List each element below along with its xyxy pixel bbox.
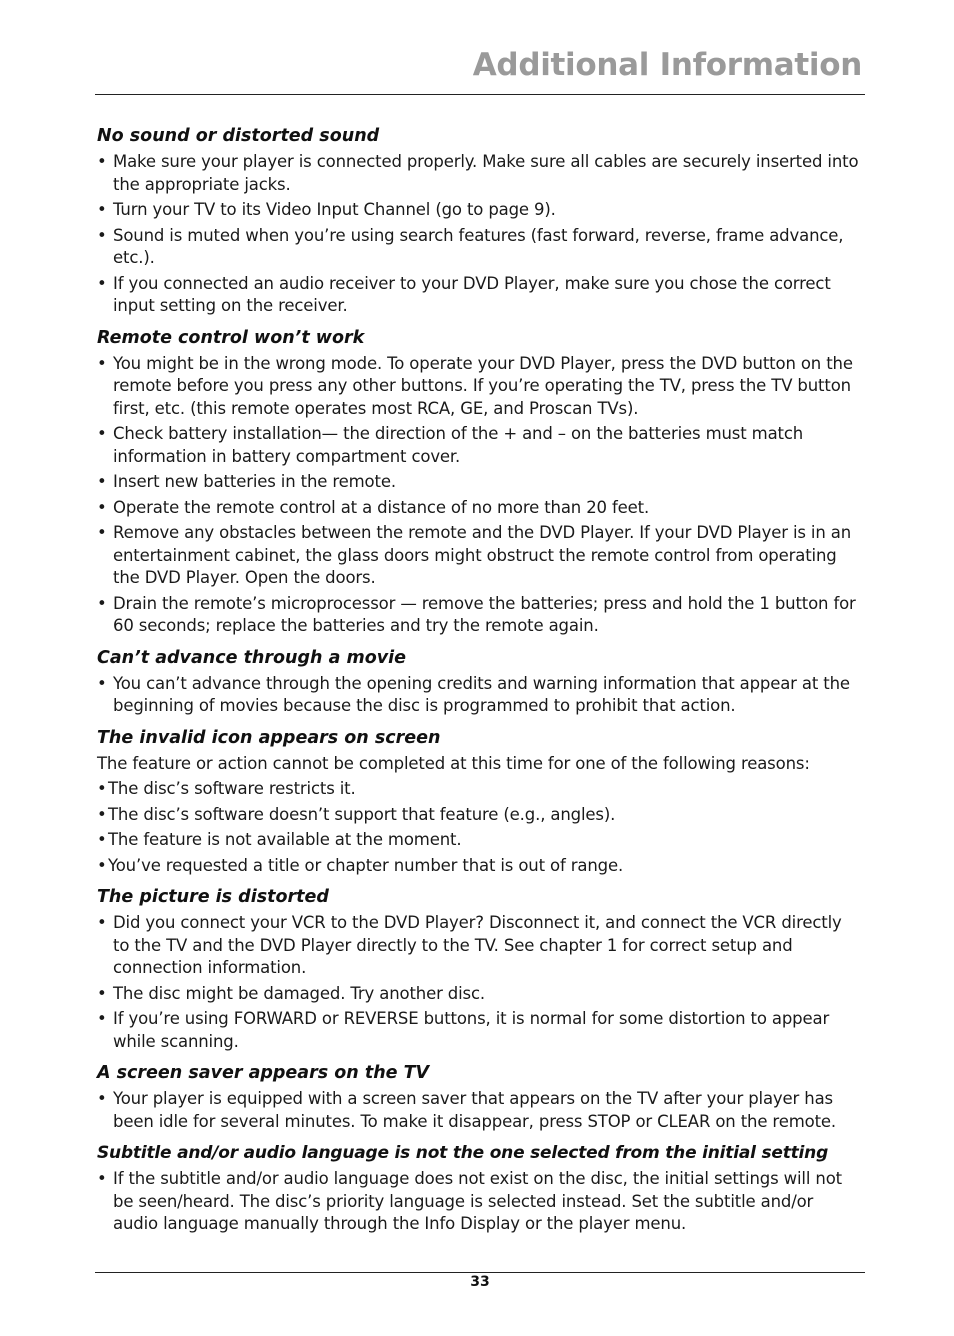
list-item: • Make sure your player is connected properly. Make sure all cables are securely inserted into the appropriate jacks. [97,152,859,194]
section-remote-control [97,326,862,638]
bullet-list [97,151,862,318]
bullet-list [97,778,862,877]
section-subtitle-language [97,1141,862,1236]
bullet-list [97,353,862,638]
section-screen-saver [97,1061,862,1133]
footer-rule [95,1272,865,1273]
list-item: • You might be in the wrong mode. To operate your DVD Player, press the DVD button on the remote before you press any other buttons. If you’re operating the TV, press the TV button first, etc. (this remote operates most RCA, GE, and Proscan TVs). [97,353,853,418]
list-item: • The feature is not available at the moment. [97,830,462,849]
list-item: • Operate the remote control at a distance of no more than 20 feet. [97,497,650,517]
bullet-list [97,1088,862,1133]
section-title: Can’t advance through a movie [97,647,407,668]
list-item: • The disc might be damaged. Try another disc. [97,983,486,1003]
list-item: • The disc’s software restricts it. [97,779,356,798]
list-item: • Drain the remote’s microprocessor — remove the batteries; press and hold the 1 button for 60 seconds; replace the batteries and try the remote again. [97,593,856,635]
bullet-list [97,912,862,1053]
section-picture-distorted [97,885,862,1053]
troubleshooting-content [97,124,862,1244]
section-invalid-icon [97,726,862,878]
section-title: The picture is distorted [97,887,329,907]
list-item: • You’ve requested a title or chapter number that is out of range. [97,855,624,875]
section-no-sound [97,124,862,318]
section-cant-advance [97,646,862,718]
section-title: Subtitle and/or audio language is not the one selected from the initial setting [97,1143,829,1163]
list-item: • Your player is equipped with a screen saver that appears on the TV after your player has been idle for several minutes. To make it disappear, press STOP or CLEAR on the remote. [97,1089,836,1131]
page-number: 33 [470,1274,490,1290]
list-item: • If you’re using FORWARD or REVERSE buttons, it is normal for some distortion to appear while scanning. [97,1009,830,1051]
list-item: • The disc’s software doesn’t support that feature (e.g., angles). [97,804,616,824]
list-item: • If you connected an audio receiver to your DVD Player, make sure you chose the correct input setting on the receiver. [97,273,831,315]
list-item: • Insert new batteries in the remote. [97,472,396,491]
list-item: • If the subtitle and/or audio language does not exist on the disc, the initial settings will not be seen/heard. The disc’s priority language is selected instead. Set the subtitle and/or audio language manually through the Info Display or the player menu. [97,1169,842,1233]
list-item: • Sound is muted when you’re using search features (fast forward, reverse, frame advance, etc.). [97,225,844,267]
list-item: • You can’t advance through the opening credits and warning information that appear at the beginning of movies because the disc is programmed to prohibit that action. [97,673,850,715]
list-item: • Remove any obstacles between the remote and the DVD Player. If your DVD Player is in an entertainment cabinet, the glass doors might obstruct the remote control from operating the DVD Player. Open the doors. [97,523,852,587]
section-title: Remote control won’t work [97,327,365,348]
section-title: The invalid icon appears on screen [97,727,441,748]
page-title: Additional Information [472,47,862,83]
section-intro: The feature or action cannot be completed at this time for one of the following reasons: [97,753,810,773]
list-item: • Turn your TV to its Video Input Channel (go to page 9). [97,200,556,219]
section-title: A screen saver appears on the TV [97,1063,430,1083]
header-rule [95,94,865,95]
bullet-list [97,1168,862,1236]
list-item: • Check battery installation— the direction of the + and – on the batteries must match information in battery compartment cover. [97,424,804,466]
bullet-list [97,673,862,718]
list-item: • Did you connect your VCR to the DVD Player? Disconnect it, and connect the VCR directly to the TV and the DVD Player directly to the TV. See chapter 1 for correct setup and connection information. [97,913,842,977]
section-title: No sound or distorted sound [97,126,380,146]
